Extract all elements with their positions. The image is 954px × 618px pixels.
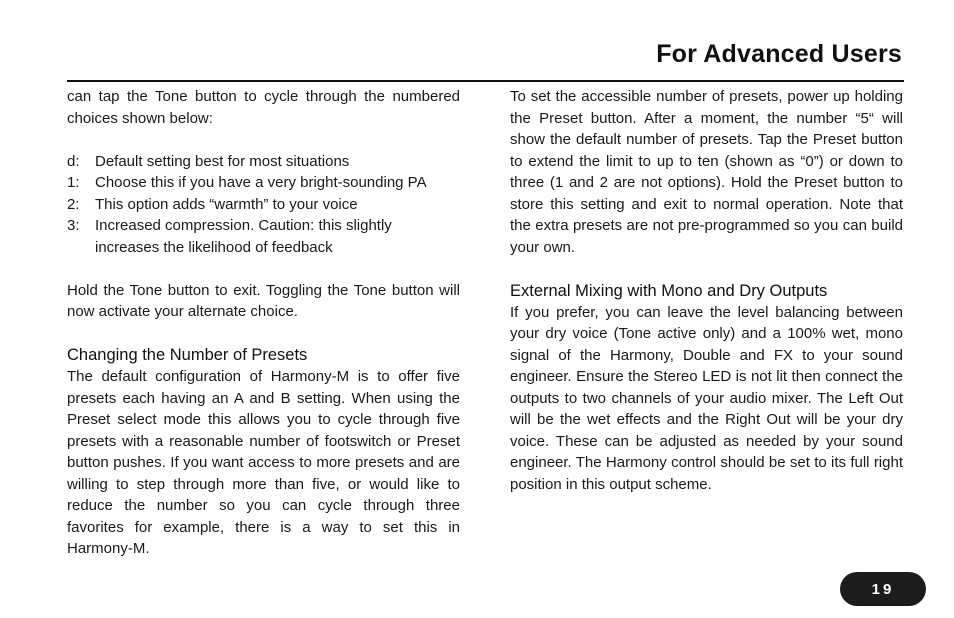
option-text: Default setting best for most situations xyxy=(95,152,350,170)
intro-paragraph: can tap the Tone button to cycle through the numbered choices shown below: xyxy=(67,88,460,127)
list-item xyxy=(67,215,460,258)
paragraph-spacer xyxy=(67,323,460,345)
paragraph-spacer xyxy=(67,258,460,280)
left-column xyxy=(67,86,460,560)
page-number-badge: 19 xyxy=(840,572,926,606)
option-key: d: xyxy=(67,152,80,170)
title-rule xyxy=(67,80,904,82)
paragraph-spacer xyxy=(510,258,903,280)
option-text: Increased compression. Caution: this slightly increases the likelihood of feedback xyxy=(95,217,392,256)
list-item xyxy=(67,172,460,194)
option-key: 2: xyxy=(67,195,80,213)
list-item xyxy=(67,194,460,216)
option-text: This option adds “warmth” to your voice xyxy=(95,195,358,213)
mixing-heading: External Mixing with Mono and Dry Outputs xyxy=(510,281,828,300)
right-column xyxy=(510,86,903,495)
hold-paragraph: Hold the Tone button to exit. Toggling the Tone button will now activate your alternate choice. xyxy=(67,281,460,320)
presets-paragraph: The default configuration of Harmony-M is to offer five presets each having an A and B setting. When using the Preset select mode this allows you to cycle through five presets with a reasonable number of footswitch or Preset button pushes. If you want access to more presets and are willing to step through more than five, or would like to reduce the number so you can cycle through three favorites for example, there is a way to set this in Harmony-M. xyxy=(67,368,460,557)
set-presets-paragraph: To set the accessible number of presets, power up holding the Preset button. After a moment, the number “5“ will show the default number of presets. Tap the Preset button to extend the limit to up to ten (shown as “0”) or down to three (1 and 2 are not options). Hold the Preset button to store this setting and exit to normal operation. Note that the extra presets are not pre-programmed so you can build your own. xyxy=(510,88,903,256)
option-text: Choose this if you have a very bright-sounding PA xyxy=(95,174,427,191)
presets-heading: Changing the Number of Presets xyxy=(67,346,308,364)
option-key: 3: xyxy=(67,217,80,234)
mixing-paragraph: If you prefer, you can leave the level balancing between your dry voice (Tone active only) and a 100% wet, mono signal of the Harmony, Double and FX to your sound engineer. Ensure the Stereo LED is not lit then connect the outputs to two channels of your audio mixer. The Left Out will be the wet effects and the Right Out will be your dry voice. These can be adjusted as needed by your sound engineer. The Harmony control should be set to its full right position in this output scheme. xyxy=(510,303,903,493)
tone-options-list xyxy=(67,151,460,259)
page-title: For Advanced Users xyxy=(656,40,902,68)
option-key: 1: xyxy=(67,174,80,191)
paragraph-spacer xyxy=(67,129,460,151)
list-item xyxy=(67,151,460,173)
